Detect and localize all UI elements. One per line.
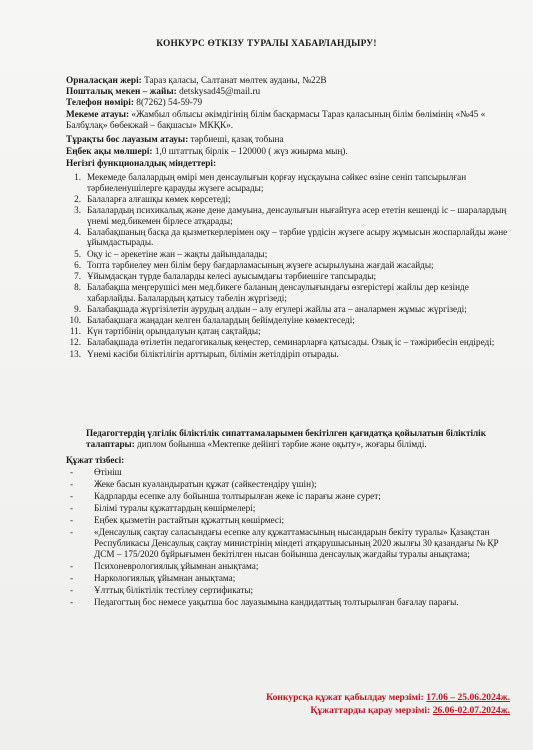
salary-value: 1,0 штаттық бірлік – 120000 ( жүз жиырма мың). bbox=[152, 147, 348, 157]
acceptance-deadline bbox=[30, 692, 510, 703]
duties-heading: Негізгі функционалдық міндеттері: bbox=[66, 159, 217, 169]
qualification-requirements bbox=[86, 428, 516, 449]
document-item: - Кадрларды есепке алу бойынша толтырылған жеке іс парағы және сурет; bbox=[70, 490, 381, 501]
postal-line bbox=[66, 87, 506, 98]
document-item: - Білімі туралы құжаттардың көшірмелері; bbox=[70, 503, 256, 514]
document-item: - «Денсаулық сақтау саласындағы есепке алу құжаттамасының нысандарын бекіту туралы» Қазақстан Республикасы Денсаулық сақтау министрінің міндеті атқарушысының 2020 жылғы 30 қазандағы № ҚР ДСМ – 175/2020 бұйрығымен бекітілген нысан бойынша денсаулық жағдайы туралы анықтама; bbox=[70, 527, 499, 559]
postal-label: Пошталық мекен – жайы: bbox=[66, 87, 177, 97]
qualification-heading: Педагогтердің үлгілік біліктілік сипаттамаларымен бекітілген қағидатқа қойылатын біліктілік талаптары: bbox=[86, 428, 487, 449]
vacancy-label: Тұрақты бос лауазым атауы: bbox=[66, 135, 189, 145]
qualification-value: диплом бойынша «Мектепке дейінгі тәрбие және оқыту», жоғары білімді. bbox=[134, 438, 427, 449]
document-item: - Педагогтың бос немесе уақытша бос лауазымына кандидаттың толтырылған бағалау парағы. bbox=[70, 597, 459, 608]
org-label: Мекеме атауы: bbox=[66, 110, 130, 120]
duty-item: 8. Балабақша меңгерушісі мен мед.бикеге баланың денсаулығындағы өзгерістері жайлы дер кезінде хабарлайды. Балалардың қатысу табелін жүргізеді; bbox=[74, 282, 469, 303]
duty-item: 4. Балабақшаның басқа да қызметкерлерімен оқу – тәрбие үрдісін жүзеге асыру жұмысын жоспарлайды және ұйымдастырады. bbox=[74, 226, 508, 248]
location-label: Орналасқан жері: bbox=[66, 76, 142, 86]
duty-item: 7. Ұйымдасқан түрде балаларды келесі ауысымдағы тәрбиешіге тапсырады; bbox=[74, 270, 377, 281]
org-value: «Жамбыл облысы әкімдігінің білім басқармасы Тараз қаласының білім бөлімінің «№45 « Балбұлақ» бөбекжай – бақшасы» МКҚК». bbox=[66, 110, 486, 131]
phone-label: Телефон нөмірі: bbox=[66, 98, 134, 108]
duty-item: 9. Балабақшада жүргізілетін аурудың алдын – алу егулері жайлы ата – аналармен жұмыс жүргізеді; bbox=[74, 303, 467, 314]
location-value: Тараз қаласы, Салтанат мөлтек ауданы, №22В bbox=[141, 76, 327, 86]
review-label: Құжаттарды қарау мерзімі: bbox=[310, 705, 433, 716]
org-line bbox=[66, 110, 506, 132]
vacancy-line bbox=[66, 135, 506, 146]
documents-heading: Құжат тізбесі: bbox=[66, 455, 125, 465]
duty-item: 12. Балабақшада өтілетін педагогикалық кеңестер, семинарларға қатысады. Озық іс – тәжірибесін ендіреді; bbox=[69, 337, 495, 348]
duty-item: 6. Топта тәрбиелеу мен білім беру бағдарламасының жүзеге асырылуына жағдай жасайды; bbox=[74, 259, 434, 270]
document-item: - Өтініш bbox=[70, 466, 122, 477]
acceptance-label: Конкурсқа құжат қабылдау мерзімі: bbox=[266, 692, 427, 703]
duty-item: 3. Балалардың психикалық және дене дамуына, денсаулығын нығайтуға әсер ететін кешенді іс – шаралардың үнемі мед.бикемен бірлесе атқарады; bbox=[74, 204, 507, 226]
duty-item: 10. Балабақшаға жаңадан келген балалардың бейімделуіне көмектеседі; bbox=[69, 315, 355, 326]
vacancy-value: тәрбиеші, қазақ тобына bbox=[188, 135, 284, 145]
postal-value: detskysad45@mail.ru bbox=[176, 87, 261, 97]
acceptance-dates: 17.06 – 25.06.2024ж. bbox=[426, 692, 510, 703]
document-item: - Психоневрологиялық ұйымнан анықтама; bbox=[70, 560, 259, 571]
duty-item: 1. Мекемеде балалардың өмірі мен денсаулығын қорғау нұсқауына сәйкес өзіне сеніп тапсырылған тәрбиеленушілерге қарауды жүзеге асырады; bbox=[74, 172, 467, 193]
duty-item: 13. Үнемі кәсіби біліктілігін арттырып, білімін жетілдіріп отырады. bbox=[69, 348, 339, 359]
document-item: - Ұлттық біліктілік тестілеу сертификаты; bbox=[70, 585, 254, 596]
salary-label: Еңбек ақы мөлшері: bbox=[66, 147, 153, 157]
page-title: КОНКУРС ӨТКІЗУ ТУРАЛЫ ХАБАРЛАНДЫРУ! bbox=[156, 39, 377, 49]
duty-item: 5. Оқу іс – әрекетіне жан – жақты дайындалады; bbox=[74, 248, 268, 259]
document-item: - Наркологиялық ұйымнан анықтама; bbox=[70, 573, 236, 584]
documents-section bbox=[66, 455, 511, 609]
document-item: - Еңбек қызметін растайтын құжаттың көшірмесі; bbox=[70, 515, 285, 526]
document-item: - Жеке басын куәландыратын құжат (сәйкестендіру үшін); bbox=[70, 478, 317, 489]
duty-item: 2. Балаларға алғашқы көмек көрсетеді; bbox=[74, 193, 231, 204]
review-dates: 26.06-02.07.2024ж. bbox=[432, 705, 510, 716]
duties-list bbox=[66, 172, 511, 360]
review-deadline bbox=[30, 705, 510, 716]
location-line bbox=[66, 76, 506, 87]
phone-line bbox=[66, 98, 506, 109]
phone-value: 8(7262) 54-59-79 bbox=[133, 98, 203, 108]
duty-item: 11. Күн тәртібінің орындалуын қатаң сақтайды; bbox=[69, 326, 261, 337]
salary-line bbox=[66, 147, 506, 158]
